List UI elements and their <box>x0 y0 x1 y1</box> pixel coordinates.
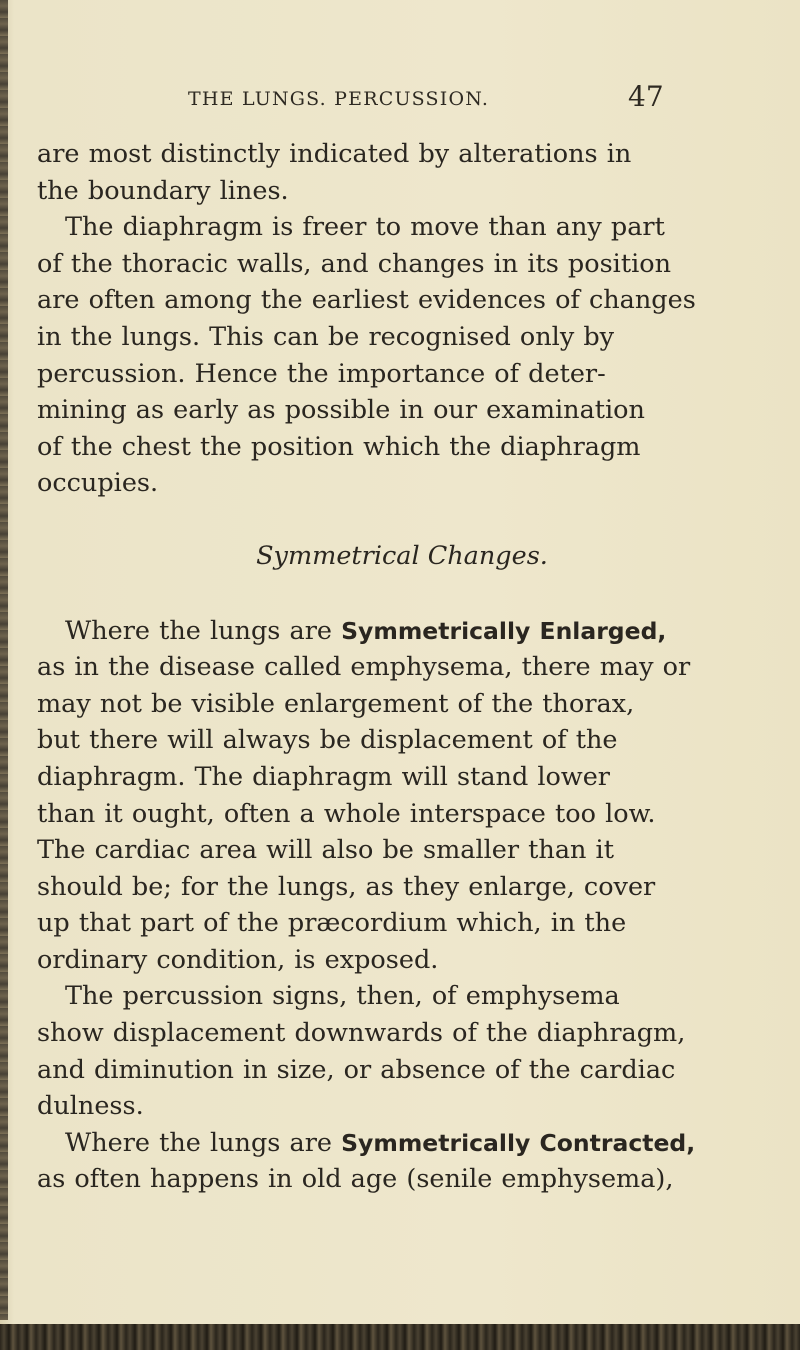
text-line: in the lungs. This can be recognised only by <box>37 321 615 352</box>
text-line: as often happens in old age (senile emphysema), <box>37 1164 674 1195</box>
page-bottom-edge <box>0 1324 800 1350</box>
text-line: The cardiac area will also be smaller than it <box>37 835 614 866</box>
text-line: of the chest the position which the diaphragm <box>37 431 641 462</box>
book-binding-edge <box>0 0 8 1320</box>
text-line: should be; for the lungs, as they enlarge, cover <box>37 871 656 902</box>
bold-term: Symmetrically Enlarged, <box>341 616 667 645</box>
text-line: up that part of the præcordium which, in the <box>37 908 627 939</box>
text-line: ordinary condition, is exposed. <box>37 944 439 975</box>
running-head: THE LUNGS. PERCUSSION. <box>188 88 490 110</box>
body-text <box>37 136 767 1198</box>
text-line: are often among the earliest evidences of changes <box>37 285 696 316</box>
bold-term: Symmetrically Contracted, <box>341 1128 696 1157</box>
text-line: and diminution in size, or absence of the cardiac <box>37 1054 676 1085</box>
text-run: Where the lungs are <box>65 615 342 646</box>
text-line: as in the disease called emphysema, there may or <box>37 652 691 683</box>
text-line: may not be visible enlargement of the thorax, <box>37 688 635 719</box>
text-line: percussion. Hence the importance of deter- <box>37 358 606 389</box>
text-line: occupies. <box>37 468 159 499</box>
text-run: Where the lungs are <box>65 1127 342 1158</box>
text-line: diaphragm. The diaphragm will stand lower <box>37 761 610 792</box>
section-subheading: Symmetrical Changes. <box>256 540 548 571</box>
text-line: The percussion signs, then, of emphysema <box>65 981 620 1012</box>
text-line: The diaphragm is freer to move than any part <box>65 212 665 243</box>
text-line: of the thoracic walls, and changes in its position <box>37 248 672 279</box>
text-line: are most distinctly indicated by alterations in <box>37 139 632 169</box>
text-line: show displacement downwards of the diaphragm, <box>37 1018 686 1049</box>
text-line <box>37 1125 767 1162</box>
text-line: than it ought, often a whole interspace too low. <box>37 798 656 829</box>
text-line: mining as early as possible in our examination <box>37 395 645 426</box>
text-line: but there will always be displacement of the <box>37 725 618 756</box>
text-line: dulness. <box>37 1091 144 1122</box>
text-line <box>37 613 767 650</box>
page-number: 47 <box>628 80 664 113</box>
text-line: the boundary lines. <box>37 175 289 206</box>
